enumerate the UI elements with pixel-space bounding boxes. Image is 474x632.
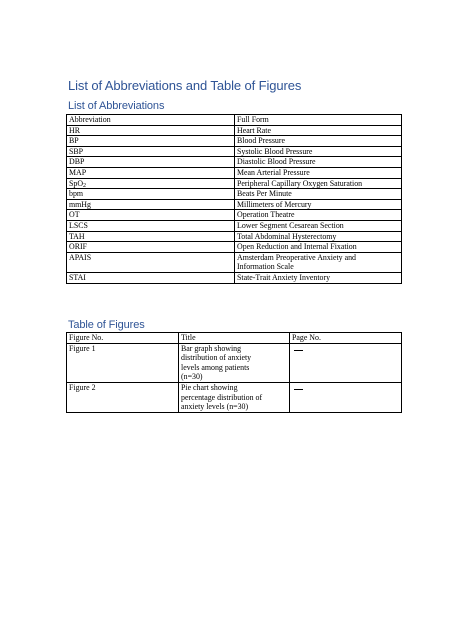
full-form-line: Information Scale: [237, 262, 294, 272]
abbreviation-cell: TAH: [67, 231, 235, 242]
full-form-cell: Peripheral Capillary Oxygen Saturation: [235, 178, 402, 189]
full-form-cell: Open Reduction and Internal Fixation: [235, 242, 402, 253]
abbreviation-cell: APAIS: [67, 252, 235, 272]
table-row: [67, 136, 402, 147]
abbreviation-text: SpO: [69, 178, 84, 188]
abbreviation-cell: ORIF: [67, 242, 235, 253]
figure-title-line: distribution of anxiety: [181, 353, 252, 363]
abbreviation-cell: [67, 178, 235, 189]
table-row: [67, 146, 402, 157]
column-header-page-no: Page No.: [290, 333, 402, 344]
table-row: [67, 199, 402, 210]
table-row: [67, 272, 402, 283]
column-header-full-form: Full Form: [235, 115, 402, 126]
full-form-cell: State-Trait Anxiety Inventory: [235, 272, 402, 283]
full-form-cell: Blood Pressure: [235, 136, 402, 147]
figure-title-line: anxiety levels (n=30): [181, 402, 249, 412]
full-form-cell: Mean Arterial Pressure: [235, 167, 402, 178]
abbreviations-table: [66, 114, 402, 284]
subscript: 2: [83, 183, 87, 190]
full-form-cell: Total Abdominal Hysterectomy: [235, 231, 402, 242]
figure-title-line: levels among patients: [181, 362, 250, 372]
figure-title-line: Pie chart showing: [181, 382, 238, 392]
abbreviation-cell: DBP: [67, 157, 235, 168]
figures-heading: Table of Figures: [68, 319, 145, 331]
full-form-cell: Systolic Blood Pressure: [235, 146, 402, 157]
table-header-row: [67, 333, 402, 344]
abbreviation-cell: STAI: [67, 272, 235, 283]
document-title: List of Abbreviations and Table of Figures: [68, 78, 302, 93]
column-header-title: Title: [179, 333, 290, 344]
full-form-cell: Diastolic Blood Pressure: [235, 157, 402, 168]
full-form-line: Amsterdam Preoperative Anxiety and: [237, 252, 356, 262]
blank-page-number-dash: [294, 350, 303, 351]
table-row: [67, 125, 402, 136]
full-form-cell: [235, 252, 402, 272]
figure-number-cell: Figure 1: [67, 343, 179, 382]
table-row: [67, 242, 402, 253]
table-header-row: [67, 115, 402, 126]
abbreviation-cell: bpm: [67, 189, 235, 200]
table-row: [67, 189, 402, 200]
full-form-cell: Beats Per Minute: [235, 189, 402, 200]
table-row: [67, 157, 402, 168]
abbreviation-cell: SBP: [67, 146, 235, 157]
table-row: [67, 252, 402, 272]
figure-title-line: Bar graph showing: [181, 343, 242, 353]
abbreviation-cell: LSCS: [67, 220, 235, 231]
abbreviation-cell: BP: [67, 136, 235, 147]
blank-page-number-dash: [294, 389, 303, 390]
figures-table: [66, 332, 402, 413]
abbreviation-cell: HR: [67, 125, 235, 136]
full-form-cell: Millimeters of Mercury: [235, 199, 402, 210]
figure-title-line: percentage distribution of: [181, 392, 263, 402]
table-row: [67, 231, 402, 242]
abbreviation-cell: OT: [67, 210, 235, 221]
column-header-figure-no: Figure No.: [67, 333, 179, 344]
table-row: [67, 210, 402, 221]
figure-title-cell: [179, 382, 290, 412]
table-row: [67, 220, 402, 231]
figure-title-line: (n=30): [181, 372, 203, 382]
full-form-cell: Lower Segment Cesarean Section: [235, 220, 402, 231]
table-row: [67, 382, 402, 412]
abbreviation-cell: MAP: [67, 167, 235, 178]
figure-number-cell: Figure 2: [67, 382, 179, 412]
table-row: [67, 167, 402, 178]
column-header-abbreviation: Abbreviation: [67, 115, 235, 126]
full-form-cell: Operation Theatre: [235, 210, 402, 221]
abbreviation-cell: mmHg: [67, 199, 235, 210]
full-form-cell: Heart Rate: [235, 125, 402, 136]
page-number-cell: [290, 343, 402, 382]
abbreviations-heading: List of Abbreviations: [68, 100, 165, 112]
table-row: [67, 178, 402, 189]
page-number-cell: [290, 382, 402, 412]
figure-title-cell: [179, 343, 290, 382]
table-row: [67, 343, 402, 382]
